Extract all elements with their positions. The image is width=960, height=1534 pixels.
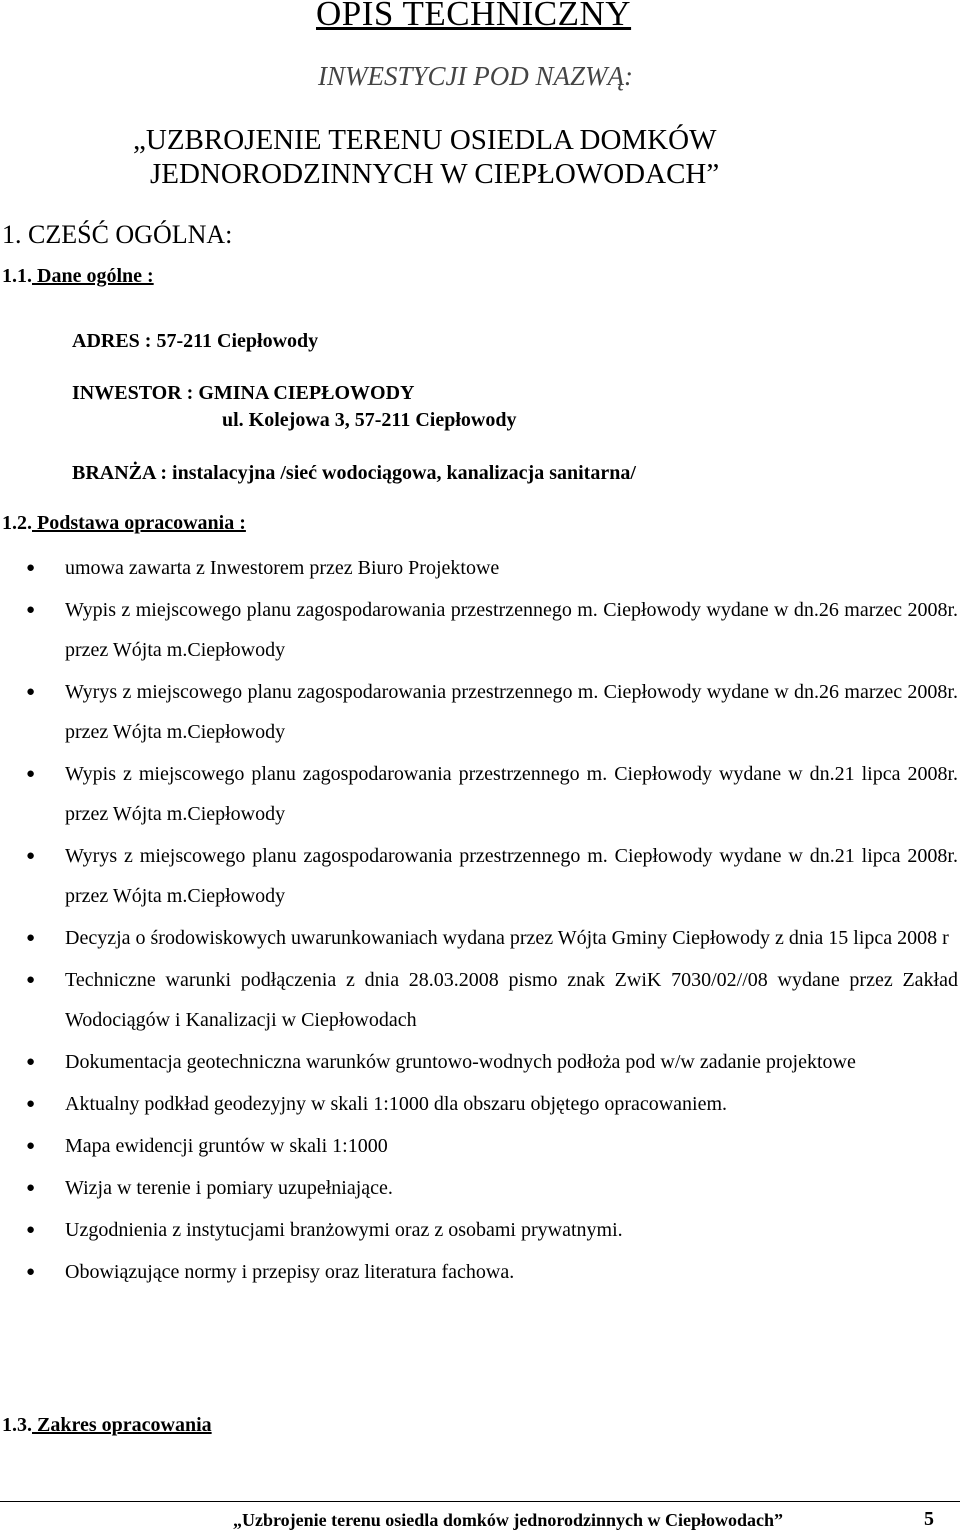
section-heading-general: 1. CZEŚĆ OGÓLNA:: [2, 220, 233, 249]
list-item-text: Decyzja o środowiskowych uwarunkowaniach wydana przez Wójta Gminy Ciepłowody z dnia 15 lipca 2008 r: [65, 927, 949, 949]
document-title: OPIS TECHNICZNY: [316, 0, 632, 33]
subsection-heading-basis: [2, 512, 246, 535]
footer-text: „Uzbrojenie terenu osiedla domków jednorodzinnych w Ciepłowodach”: [233, 1510, 784, 1530]
list-item-text: umowa zawarta z Inwestorem przez Biuro Projektowe: [65, 557, 500, 579]
list-item: [0, 1210, 960, 1250]
list-item-text: Techniczne warunki podłączenia z dnia 28.03.2008 pismo znak ZwiK 7030/02//08 wydane przez Zakład Wodociągów i Kanalizacji w Ciepłowodach: [65, 969, 958, 1031]
list-item: [0, 1084, 960, 1124]
list-item-text: Obowiązujące normy i przepisy oraz literatura fachowa.: [65, 1261, 515, 1283]
subsection-label: Dane ogólne :: [32, 265, 154, 287]
bullet-icon: ●: [26, 1138, 36, 1154]
basis-list: [0, 548, 960, 1292]
bullet-icon: ●: [26, 1180, 36, 1196]
bullet-icon: ●: [26, 930, 36, 946]
subsection-label: Podstawa opracowania :: [32, 512, 246, 534]
bullet-icon: ●: [26, 1264, 36, 1280]
investor-line: INWESTOR : GMINA CIEPŁOWODY: [72, 382, 415, 404]
list-item-text: Uzgodnienia z instytucjami branżowymi oraz z osobami prywatnymi.: [65, 1219, 623, 1241]
branch-line: BRANŻA : instalacyjna /sieć wodociągowa, kanalizacja sanitarna/: [72, 462, 636, 484]
footer-divider: [0, 1501, 960, 1502]
document-subtitle: INWESTYCJI POD NAZWĄ:: [318, 61, 633, 91]
bullet-icon: ●: [26, 766, 36, 782]
bullet-icon: ●: [26, 602, 36, 618]
list-item: [0, 1042, 960, 1082]
list-item-text: Wyrys z miejscowego planu zagospodarowania przestrzennego m. Ciepłowody wydane w dn.26 marzec 2008r. przez Wójta m.Ciepłowody: [65, 681, 958, 743]
list-item-text: Dokumentacja geotechniczna warunków gruntowo-wodnych podłoża pod w/w zadanie projektowe: [65, 1051, 856, 1073]
list-item-text: Aktualny podkład geodezyjny w skali 1:1000 dla obszaru objętego opracowaniem.: [65, 1093, 728, 1115]
list-item: [0, 918, 960, 958]
list-item: [0, 1168, 960, 1208]
address-line: ADRES : 57-211 Ciepłowody: [72, 330, 319, 352]
list-item: [0, 960, 960, 1040]
subsection-number: 1.3.: [2, 1414, 32, 1436]
list-item-text: Wypis z miejscowego planu zagospodarowania przestrzennego m. Ciepłowody wydane w dn.21 lipca 2008r. przez Wójta m.Ciepłowody: [65, 763, 958, 825]
subsection-number: 1.1.: [2, 265, 32, 287]
subsection-number: 1.2.: [2, 512, 32, 534]
bullet-icon: ●: [26, 1096, 36, 1112]
list-item-text: Wizja w terenie i pomiary uzupełniające.: [65, 1177, 393, 1199]
list-item-text: Wyrys z miejscowego planu zagospodarowania przestrzennego m. Ciepłowody wydane w dn.21 lipca 2008r. przez Wójta m.Ciepłowody: [65, 845, 958, 907]
subsection-heading-general-data: [2, 265, 154, 288]
list-item-text: Wypis z miejscowego planu zagospodarowania przestrzennego m. Ciepłowody wydane w dn.26 marzec 2008r. przez Wójta m.Ciepłowody: [65, 599, 958, 661]
subsection-label: Zakres opracowania: [32, 1414, 212, 1436]
project-name-line1: „UZBROJENIE TERENU OSIEDLA DOMKÓW: [133, 124, 717, 156]
list-item: [0, 672, 960, 752]
list-item: [0, 754, 960, 834]
list-item: [0, 1252, 960, 1292]
list-item-text: Mapa ewidencji gruntów w skali 1:1000: [65, 1135, 388, 1157]
list-item: [0, 548, 960, 588]
project-name-line2: JEDNORODZINNYCH W CIEPŁOWODACH”: [150, 158, 720, 190]
bullet-icon: ●: [26, 1054, 36, 1070]
list-item: [0, 590, 960, 670]
bullet-icon: ●: [26, 848, 36, 864]
investor-address-line: ul. Kolejowa 3, 57-211 Ciepłowody: [222, 409, 517, 431]
list-item: [0, 836, 960, 916]
bullet-icon: ●: [26, 1222, 36, 1238]
bullet-icon: ●: [26, 684, 36, 700]
bullet-icon: ●: [26, 972, 36, 988]
page-number: 5: [924, 1508, 934, 1530]
subsection-heading-scope: [2, 1414, 212, 1437]
bullet-icon: ●: [26, 560, 36, 576]
list-item: [0, 1126, 960, 1166]
